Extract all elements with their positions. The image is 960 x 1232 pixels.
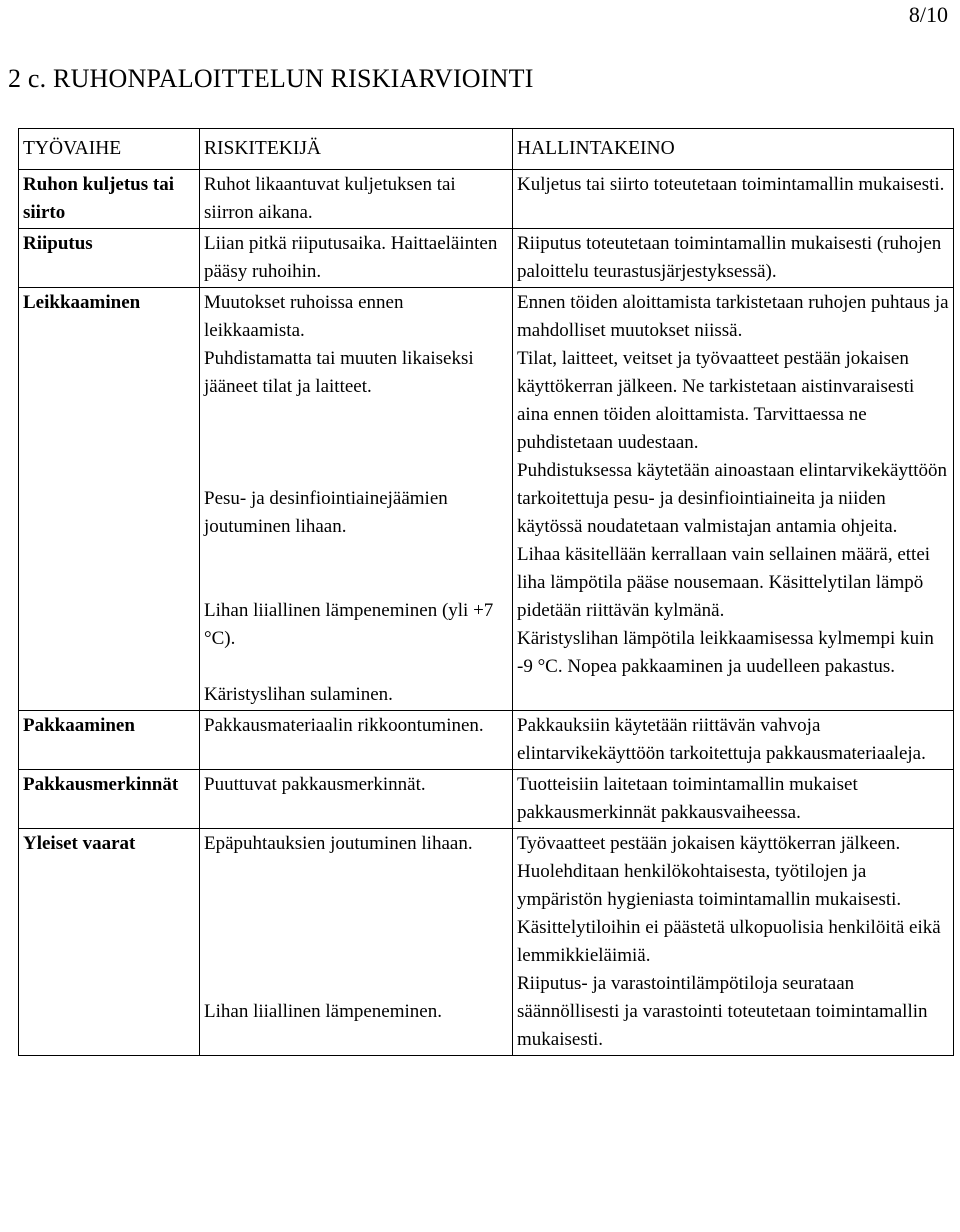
phase-cell: Yleiset vaarat — [19, 829, 200, 1056]
table-row — [19, 229, 954, 288]
risk-item: Ruhot likaantuvat kuljetuksen tai siirron aikana. — [204, 174, 456, 223]
control-cell — [513, 829, 954, 1056]
control-cell — [513, 229, 954, 288]
phase-cell: Leikkaaminen — [19, 288, 200, 711]
control-item: Käsittelytiloihin ei päästetä ulkopuolisia henkilöitä eikä lemmikkieläimiä. — [517, 917, 941, 966]
control-item: Huolehditaan henkilökohtaisesta, työtilojen ja ympäristön hygieniasta toimintamallin mukaisesti. — [517, 861, 902, 910]
control-item: Työvaatteet pestään jokaisen käyttökerran jälkeen. — [517, 833, 901, 854]
header-phase: TYÖVAIHE — [19, 129, 200, 170]
risk-cell — [200, 288, 513, 711]
table-header-row — [19, 129, 954, 170]
header-control: HALLINTAKEINO — [513, 129, 954, 170]
control-item: Ennen töiden aloittamista tarkistetaan ruhojen puhtaus ja mahdolliset muutokset niissä. — [517, 292, 949, 341]
control-cell — [513, 770, 954, 829]
risk-item: Muutokset ruhoissa ennen leikkaamista. — [204, 292, 404, 341]
phase-cell: Riiputus — [19, 229, 200, 288]
control-item: Käristyslihan lämpötila leikkaamisessa kylmempi kuin -9 °C. Nopea pakkaaminen ja uudelleen pakastus. — [517, 628, 934, 677]
risk-item: Käristyslihan sulaminen. — [204, 684, 393, 705]
risk-item: Lihan liiallinen lämpeneminen (yli +7 °C). — [204, 600, 494, 649]
page-number: 8/10 — [908, 2, 948, 27]
risk-item: Epäpuhtauksien joutuminen lihaan. — [204, 833, 473, 854]
risk-item: Puuttuvat pakkausmerkinnät. — [204, 774, 426, 795]
control-item: Pakkauksiin käytetään riittävän vahvoja elintarvikekäyttöön tarkoitettuja pakkausmateriaaleja. — [517, 715, 926, 764]
control-cell — [513, 288, 954, 711]
control-cell — [513, 711, 954, 770]
risk-item: Liian pitkä riiputusaika. Haittaeläinten pääsy ruhoihin. — [204, 233, 498, 282]
phase-cell: Pakkaaminen — [19, 711, 200, 770]
table-row — [19, 829, 954, 1056]
control-item: Puhdistuksessa käytetään ainoastaan elintarvikekäyttöön tarkoitettuja pesu- ja desinfiointiaineita ja niiden käytössä noudatetaan valmistajan antamia ohjeita. — [517, 460, 948, 537]
risk-cell — [200, 170, 513, 229]
table-row — [19, 170, 954, 229]
risk-item: Lihan liiallinen lämpeneminen. — [204, 1001, 442, 1022]
risk-assessment-table — [18, 128, 954, 1056]
control-item: Riiputus toteutetaan toimintamallin mukaisesti (ruhojen paloittelu teurastusjärjestyksessä). — [517, 233, 942, 282]
risk-item: Pesu- ja desinfiointiainejäämien joutuminen lihaan. — [204, 488, 448, 537]
phase-cell: Ruhon kuljetus tai siirto — [19, 170, 200, 229]
risk-item: Puhdistamatta tai muuten likaiseksi jääneet tilat ja laitteet. — [204, 348, 474, 397]
control-item: Lihaa käsitellään kerrallaan vain sellainen määrä, ettei liha lämpötila pääse nousemaan. Käsittelytilan lämpö pidetään riittävän kylmänä. — [517, 544, 931, 621]
control-item: Riiputus- ja varastointilämpötiloja seurataan säännöllisesti ja varastointi toteutetaan toimintamallin mukaisesti. — [517, 973, 928, 1050]
phase-cell: Pakkausmerkinnät — [19, 770, 200, 829]
header-risk: RISKITEKIJÄ — [200, 129, 513, 170]
section-title: 2 c. RUHONPALOITTELUN RISKIARVIOINTI — [8, 64, 534, 93]
control-item: Tuotteisiin laitetaan toimintamallin mukaiset pakkausmerkinnät pakkausvaiheessa. — [517, 774, 858, 823]
control-item: Kuljetus tai siirto toteutetaan toimintamallin mukaisesti. — [517, 174, 945, 195]
table-row — [19, 711, 954, 770]
table-row — [19, 288, 954, 711]
risk-cell — [200, 229, 513, 288]
control-item: Tilat, laitteet, veitset ja työvaatteet pestään jokaisen käyttökerran jälkeen. Ne tarkistetaan aistinvaraisesti aina ennen töiden aloittamista. Tarvittaessa ne puhdistetaan uudestaan. — [517, 348, 915, 453]
table-row — [19, 770, 954, 829]
control-cell — [513, 170, 954, 229]
risk-item: Pakkausmateriaalin rikkoontuminen. — [204, 715, 484, 736]
risk-cell — [200, 770, 513, 829]
risk-cell — [200, 829, 513, 1056]
risk-cell — [200, 711, 513, 770]
